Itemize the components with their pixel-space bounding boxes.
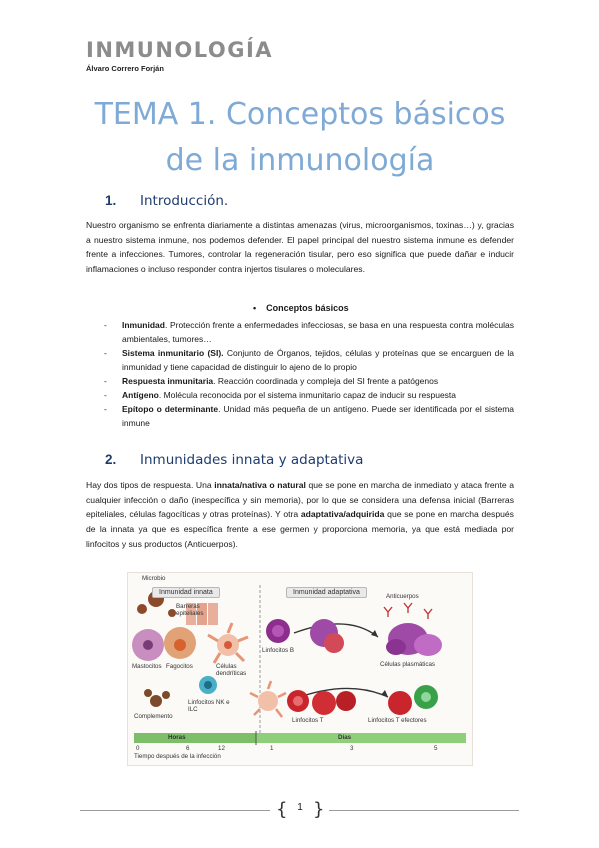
definition-text: Conjunto de Órganos, tejidos, células y proteínas que se encarguen de la inmunidad y tiene capacidad de distinguir lo ajeno de lo propio [122,348,515,372]
label-antibodies: Anticuerpos [386,593,419,600]
dash-marker: - [104,390,107,400]
left-brace: { [276,799,288,820]
label-microbe: Microbio [142,575,166,582]
term-separator: . [164,320,168,330]
effector-t-cell-icon [388,685,438,715]
label-barriers: Barreras epiteliales [176,603,204,617]
paragraph-text: Hay dos tipos de respuesta. Una [86,480,215,490]
definition-term: Inmunidad [122,320,165,330]
dash-marker: - [104,376,107,386]
mast-cell-icon [132,629,164,661]
definition-item [104,346,514,374]
label-complement: Complemento [134,713,173,720]
definition-term: Respuesta inmunitaria [122,376,214,386]
b-cell-icon [266,619,290,643]
dash-marker: - [104,320,107,330]
term-separator: . [213,376,216,386]
intro-paragraph: Nuestro organismo se enfrenta diariamente a distintas amenazas (virus, microorganismos, toxinas…) y, gracias a nuestro sistema inmune, nos podemos defender. El papel principal del nuestro sistema inmune es defender frente a infecciones. Tumores, controlar la regeneración tisular, pero eso significa que puede dañar e inducir inflamaciones o incluso responder contra injertos tisulares o moleculares. [86,220,514,275]
antibody-icon [384,603,432,619]
definition-text: Molécula reconocida por el sistema inmunitario capaz de inducir su respuesta [161,390,457,400]
paragraph-text: que se pone en marcha después de la innata ya que es específica frente a ese germen y proporciona memoria, ya que está mediada por linfocitos y sus productos (Anticuerpos). [86,509,514,549]
document-title [60,92,540,184]
immunity-figure [127,572,473,766]
timeline-axis-label: Tiempo después de la infección [134,753,221,760]
antigen-presenting-cell-icon [250,681,286,717]
arrowhead-icon [381,690,388,697]
definitions-list [104,318,514,430]
section-2-number: 2. [105,452,117,467]
complement-icon [144,689,170,707]
title-line-2: de la inmunología [165,143,435,178]
term-separator: . [218,404,221,414]
definition-item [104,374,514,388]
label-days: Días [338,734,352,741]
label-nk: Linfocitos NK e ILC [188,699,230,713]
innate-term: innata/nativa o natural [214,480,306,490]
label-dendritic: Células dendríticas [216,663,247,677]
section-1-number: 1. [105,193,117,208]
definition-text: Unidad más pequeña de un antígeno. Puede ser identificada por el sistema inmune [122,404,515,428]
dash-marker: - [104,404,107,414]
label-phagocytes: Fagocitos [166,663,193,670]
definition-term: Epítopo o determinante [122,404,219,414]
definition-item [104,388,514,402]
label-plasma-cells: Células plasmáticas [380,661,436,668]
paragraph-text: que se pone en marcha de inmediato y ataca frente a cualquier infección o daño (inespecífica y sin memoria), por lo que se considera una defensa inicial (Barreras epiteliales, células fagocíticas y otras proteínas). Y otra [86,480,514,520]
label-mast-cells: Mastocitos [132,663,162,670]
right-brace: } [313,799,325,820]
definition-item [104,318,514,346]
concepts-heading [253,303,349,313]
label-b-cells: Linfocitos B [262,647,294,654]
phagocyte-icon [164,627,196,659]
section-1-heading [105,193,228,209]
title-line-1: TEMA 1. Conceptos básicos [94,97,506,132]
dendritic-cell-icon [208,623,248,663]
adaptive-term: adaptativa/adquirida [300,509,385,520]
tick-label: 1 [270,745,274,752]
immunity-paragraph [86,478,514,552]
bullet-icon: • [253,303,257,313]
section-2-heading [105,452,363,468]
footer-rule-right [329,810,519,811]
timeline-hours-segment [134,733,256,743]
label-effector-t: Linfocitos T efectores [368,717,427,724]
adaptive-header: Inmunidad adaptativa [286,587,367,598]
nk-cell-icon [199,676,217,694]
author-name: Álvaro Correro Forján [86,64,164,73]
tick-label: 0 [136,745,140,752]
definition-text: Protección frente a enfermedades infecciosas, se basa en una respuesta contra moléculas ambientales, tumores… [122,320,514,344]
dash-marker: - [104,348,107,358]
definition-text: Reacción coordinada y compleja del SI frente a patógenos [215,376,439,386]
subject-header: INMUNOLOGÍA [86,38,274,62]
concepts-title: Conceptos básicos [266,303,349,313]
tick-label: 3 [350,745,354,752]
section-1-title: Introducción. [140,193,229,209]
innate-header: Inmunidad innata [152,587,220,598]
definition-term: Sistema inmunitario (SI). [122,348,224,358]
label-t-cells: Linfocitos T [292,717,324,724]
label-hours: Horas [168,734,186,741]
footer-rule-left [80,810,270,811]
plasma-cell-icon [386,623,442,656]
term-separator: . [158,390,162,400]
definition-item [104,402,514,430]
section-2-title: Inmunidades innata y adaptativa [140,452,364,468]
page-number: 1 [297,802,303,813]
t-cell-icon [287,690,356,715]
tick-label: 6 [186,745,190,752]
definition-term: Antígeno [122,390,159,400]
tick-label: 5 [434,745,438,752]
tick-label: 12 [218,745,225,752]
